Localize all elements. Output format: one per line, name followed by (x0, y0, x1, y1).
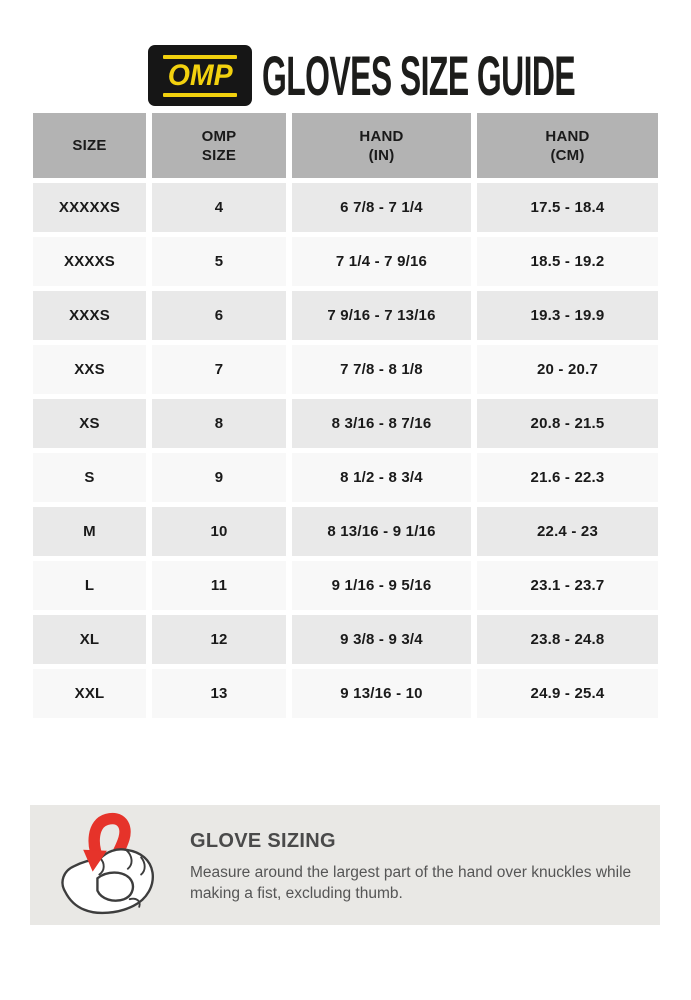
omp-size-cell: 12 (152, 615, 286, 664)
hand-cm-cell: 17.5 - 18.4 (477, 183, 658, 232)
hand-in-cell: 7 7/8 - 8 1/8 (292, 345, 471, 394)
hand-cm-cell: 23.1 - 23.7 (477, 561, 658, 610)
size-cell: XXL (33, 669, 146, 718)
hand-in-cell: 8 1/2 - 8 3/4 (292, 453, 471, 502)
column-header-hand-cm (477, 113, 658, 178)
column-header-line: (CM) (550, 146, 585, 164)
hand-cm-cell: 22.4 - 23 (477, 507, 658, 556)
logo-text: OMP (167, 58, 233, 92)
omp-size-cell: 7 (152, 345, 286, 394)
hand-cm-cell: 19.3 - 19.9 (477, 291, 658, 340)
omp-size-cell: 4 (152, 183, 286, 232)
omp-size-cell: 5 (152, 237, 286, 286)
table-header-row (33, 113, 658, 178)
column-header-omp-size (152, 113, 286, 178)
hand-in-cell: 7 9/16 - 7 13/16 (292, 291, 471, 340)
column-header-line: SIZE (201, 146, 237, 164)
glove-sizing-panel (30, 805, 660, 925)
omp-size-cell: 13 (152, 669, 286, 718)
hand-cm-cell: 20.8 - 21.5 (477, 399, 658, 448)
size-cell: XXXS (33, 291, 146, 340)
hand-cm-cell: 21.6 - 22.3 (477, 453, 658, 502)
size-cell: L (33, 561, 146, 610)
omp-size-cell: 11 (152, 561, 286, 610)
column-header-line: HAND (545, 127, 590, 145)
table-row (33, 453, 658, 502)
size-cell: S (33, 453, 146, 502)
sizing-note-body: Measure around the largest part of the hand over knuckles while making a fist, excluding thumb. (190, 864, 632, 902)
hand-in-cell: 8 3/16 - 8 7/16 (292, 399, 471, 448)
fist-with-measuring-tape-icon (54, 808, 176, 922)
table-row (33, 561, 658, 610)
omp-size-cell: 6 (152, 291, 286, 340)
logo-stripe-bottom (163, 93, 237, 97)
omp-size-cell: 10 (152, 507, 286, 556)
table-row (33, 399, 658, 448)
size-cell: XXXXXS (33, 183, 146, 232)
table-row (33, 237, 658, 286)
column-header-hand-in (292, 113, 471, 178)
omp-logo (148, 45, 252, 106)
hand-in-cell: 8 13/16 - 9 1/16 (292, 507, 471, 556)
omp-size-cell: 9 (152, 453, 286, 502)
hand-in-cell: 9 1/16 - 9 5/16 (292, 561, 471, 610)
table-row (33, 345, 658, 394)
table-row (33, 291, 658, 340)
size-cell: XXXXS (33, 237, 146, 286)
omp-size-cell: 8 (152, 399, 286, 448)
column-header-line: SIZE (72, 137, 107, 154)
column-header-line: OMP (201, 127, 237, 145)
column-header-line: HAND (359, 127, 404, 145)
page-title: GLOVES SIZE GUIDE (262, 43, 576, 107)
hand-cm-cell: 24.9 - 25.4 (477, 669, 658, 718)
column-header-size (33, 113, 146, 178)
hand-cm-cell: 18.5 - 19.2 (477, 237, 658, 286)
hand-in-cell: 9 13/16 - 10 (292, 669, 471, 718)
size-cell: M (33, 507, 146, 556)
size-table (33, 113, 658, 718)
hand-in-cell: 6 7/8 - 7 1/4 (292, 183, 471, 232)
sizing-note (190, 830, 652, 904)
size-cell: XXS (33, 345, 146, 394)
table-row (33, 669, 658, 718)
hand-in-cell: 9 3/8 - 9 3/4 (292, 615, 471, 664)
sizing-note-heading: GLOVE SIZING (190, 830, 336, 852)
hand-cm-cell: 23.8 - 24.8 (477, 615, 658, 664)
column-header-line: (IN) (368, 146, 395, 164)
hand-cm-cell: 20 - 20.7 (477, 345, 658, 394)
size-cell: XS (33, 399, 146, 448)
table-row (33, 507, 658, 556)
size-cell: XL (33, 615, 146, 664)
table-row (33, 183, 658, 232)
table-row (33, 615, 658, 664)
hand-in-cell: 7 1/4 - 7 9/16 (292, 237, 471, 286)
